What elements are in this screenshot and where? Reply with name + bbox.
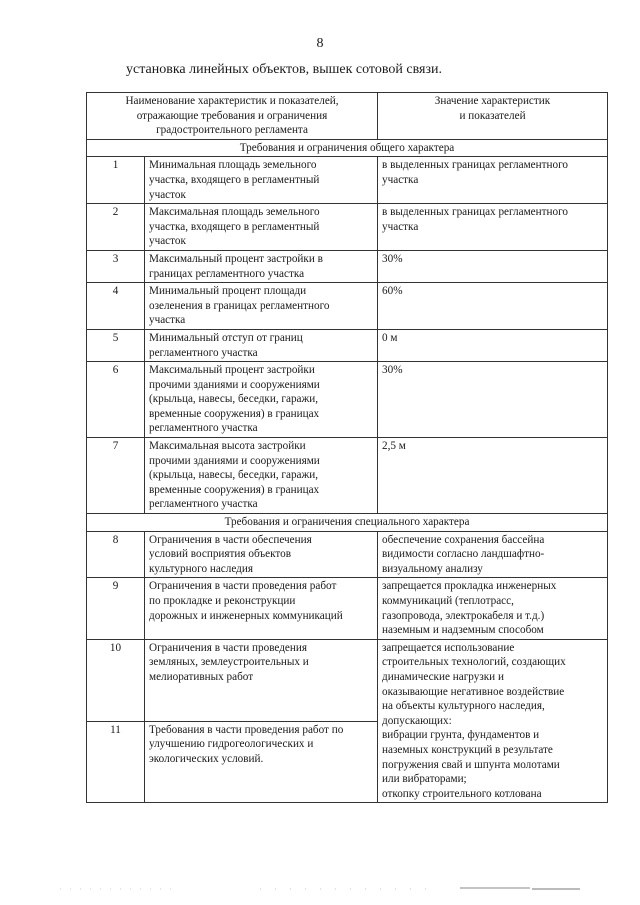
section-title-special: Требования и ограничения специального характера xyxy=(87,514,608,532)
table-row xyxy=(87,157,608,204)
cell-line: или вибраторами; xyxy=(382,773,467,786)
cell-line: Минимальный процент площади xyxy=(149,285,307,298)
cell-line: временные сооружения) в границах xyxy=(149,407,320,420)
row-value xyxy=(378,250,608,282)
cell-line: динамические нагрузки и xyxy=(382,670,504,683)
cell-line: вибрации грунта, фундаментов и xyxy=(382,729,540,742)
cell-line: запрещается использование xyxy=(382,641,515,654)
table-row xyxy=(87,531,608,578)
cell-line: Максимальный процент застройки xyxy=(149,364,315,377)
row-value-merged xyxy=(378,639,608,803)
row-value xyxy=(378,329,608,361)
table-row xyxy=(87,639,608,721)
cell-line: участка, входящего в регламентный xyxy=(149,173,320,186)
cell-line: 60% xyxy=(382,285,403,298)
row-number: 10 xyxy=(87,639,145,721)
cell-line: 30% xyxy=(382,252,403,265)
cell-line: наземных конструкций в результате xyxy=(382,743,553,756)
row-number: 8 xyxy=(87,531,145,578)
cell-line: Значение характеристик xyxy=(434,95,551,107)
table-row xyxy=(87,204,608,251)
row-value xyxy=(378,204,608,251)
cell-line: (крыльца, навесы, беседки, гаражи, xyxy=(149,393,319,406)
row-name xyxy=(145,721,378,803)
row-value xyxy=(378,283,608,330)
cell-line: дорожных и инженерных коммуникаций xyxy=(149,609,343,622)
cell-line: границах регламентного участка xyxy=(149,267,305,280)
cell-line: допускающих: xyxy=(382,714,452,727)
row-value xyxy=(378,531,608,578)
cell-line: участка xyxy=(149,314,186,327)
header-name-cell xyxy=(87,93,378,140)
cell-line: (крыльца, навесы, беседки, гаражи, xyxy=(149,469,319,482)
row-value xyxy=(378,157,608,204)
row-number: 1 xyxy=(87,157,145,204)
cell-line: обеспечение сохранения бассейна xyxy=(382,533,545,546)
cell-line: Требования в части проведения работ по xyxy=(149,723,344,736)
cell-line: строительных технологий, создающих xyxy=(382,656,566,669)
cell-line: участка xyxy=(382,220,419,233)
row-name xyxy=(145,639,378,721)
row-name xyxy=(145,157,378,204)
row-name xyxy=(145,362,378,438)
cell-line: временные сооружения) в границах xyxy=(149,483,320,496)
cell-line: газопровода, электрокабеля и т.д.) xyxy=(382,609,545,622)
row-number: 7 xyxy=(87,438,145,514)
row-value xyxy=(378,362,608,438)
row-number: 9 xyxy=(87,578,145,639)
cell-line: экологических условий. xyxy=(149,752,264,765)
cell-line: регламентного участка xyxy=(149,422,258,435)
row-name xyxy=(145,250,378,282)
row-number: 2 xyxy=(87,204,145,251)
cell-line: и показателей xyxy=(459,109,526,122)
row-number: 4 xyxy=(87,283,145,330)
table-row xyxy=(87,250,608,282)
cell-line: земляных, землеустроительных и xyxy=(149,656,309,669)
table-header-row xyxy=(87,93,608,140)
cell-line: отражающие требования и ограничения xyxy=(136,109,328,122)
cell-line: прочими зданиями и сооружениями xyxy=(149,454,320,467)
row-number: 3 xyxy=(87,250,145,282)
row-number: 5 xyxy=(87,329,145,361)
section-row-special xyxy=(87,514,608,532)
regulation-table xyxy=(86,92,608,803)
cell-line: 2,5 м xyxy=(382,440,406,453)
cell-line: 30% xyxy=(382,364,403,377)
cell-line: запрещается прокладка инженерных xyxy=(382,580,557,593)
cell-line: откопку строительного котлована xyxy=(382,787,542,800)
cell-line: Минимальная площадь земельного xyxy=(149,159,317,172)
cell-line: 0 м xyxy=(382,331,398,344)
section-title-general: Требования и ограничения общего характера xyxy=(87,139,608,157)
cell-line: участка, входящего в регламентный xyxy=(149,220,320,233)
table-row xyxy=(87,438,608,514)
cell-line: Максимальная площадь земельного xyxy=(149,206,320,219)
cell-line: Ограничения в части проведения xyxy=(149,641,308,654)
row-name xyxy=(145,204,378,251)
table-row xyxy=(87,578,608,639)
cell-line: озеленения в границах регламентного xyxy=(149,299,330,312)
cell-line: регламентного участка xyxy=(149,346,258,359)
table-row xyxy=(87,329,608,361)
cell-line: прочими зданиями и сооружениями xyxy=(149,378,320,391)
row-name xyxy=(145,531,378,578)
cell-line: условий восприятия объектов xyxy=(149,548,292,561)
cell-line: по прокладке и реконструкции xyxy=(149,595,296,607)
cell-line: улучшению гидрогеологических и xyxy=(149,738,314,751)
cell-line: на объекты культурного наследия, xyxy=(382,700,545,713)
cell-line: наземным и надземным способом xyxy=(382,624,544,637)
row-number: 11 xyxy=(87,721,145,803)
cell-line: в выделенных границах регламентного xyxy=(382,206,568,219)
cell-line: участка xyxy=(382,173,419,186)
row-name xyxy=(145,329,378,361)
cell-line: градостроительного регламента xyxy=(156,124,308,137)
scan-edge-marks xyxy=(60,886,580,892)
cell-line: видимости согласно ландшафтно- xyxy=(382,548,545,561)
intro-text: установка линейных объектов, вышек сотовой связи. xyxy=(126,62,442,77)
cell-line: в выделенных границах регламентного xyxy=(382,159,568,172)
row-value xyxy=(378,578,608,639)
cell-line: Минимальный отступ от границ xyxy=(149,331,303,344)
header-value-cell xyxy=(378,93,608,140)
cell-line: культурного наследия xyxy=(149,562,253,575)
cell-line: мелиоративных работ xyxy=(149,670,254,683)
page-number: 8 xyxy=(316,36,324,51)
cell-line: участок xyxy=(149,235,186,248)
cell-line: регламентного участка xyxy=(149,498,258,511)
table-row xyxy=(87,362,608,438)
cell-line: участок xyxy=(149,188,186,201)
row-name xyxy=(145,283,378,330)
cell-line: Максимальный процент застройки в xyxy=(149,252,323,265)
cell-line: оказывающие негативное воздействие xyxy=(382,685,565,698)
row-value xyxy=(378,438,608,514)
cell-line: коммуникаций (теплотрасс, xyxy=(382,595,514,607)
row-number: 6 xyxy=(87,362,145,438)
section-row-general xyxy=(87,139,608,157)
cell-line: визуальному анализу xyxy=(382,562,483,575)
table-row xyxy=(87,283,608,330)
cell-line: Наименование характеристик и показателей, xyxy=(125,95,339,107)
cell-line: погружения свай и шпунта молотами xyxy=(382,758,560,771)
cell-line: Ограничения в части обеспечения xyxy=(149,533,312,546)
regulation-table-body xyxy=(87,93,608,803)
row-name xyxy=(145,578,378,639)
cell-line: Ограничения в части проведения работ xyxy=(149,580,337,593)
cell-line: Максимальная высота застройки xyxy=(149,440,306,453)
row-name xyxy=(145,438,378,514)
